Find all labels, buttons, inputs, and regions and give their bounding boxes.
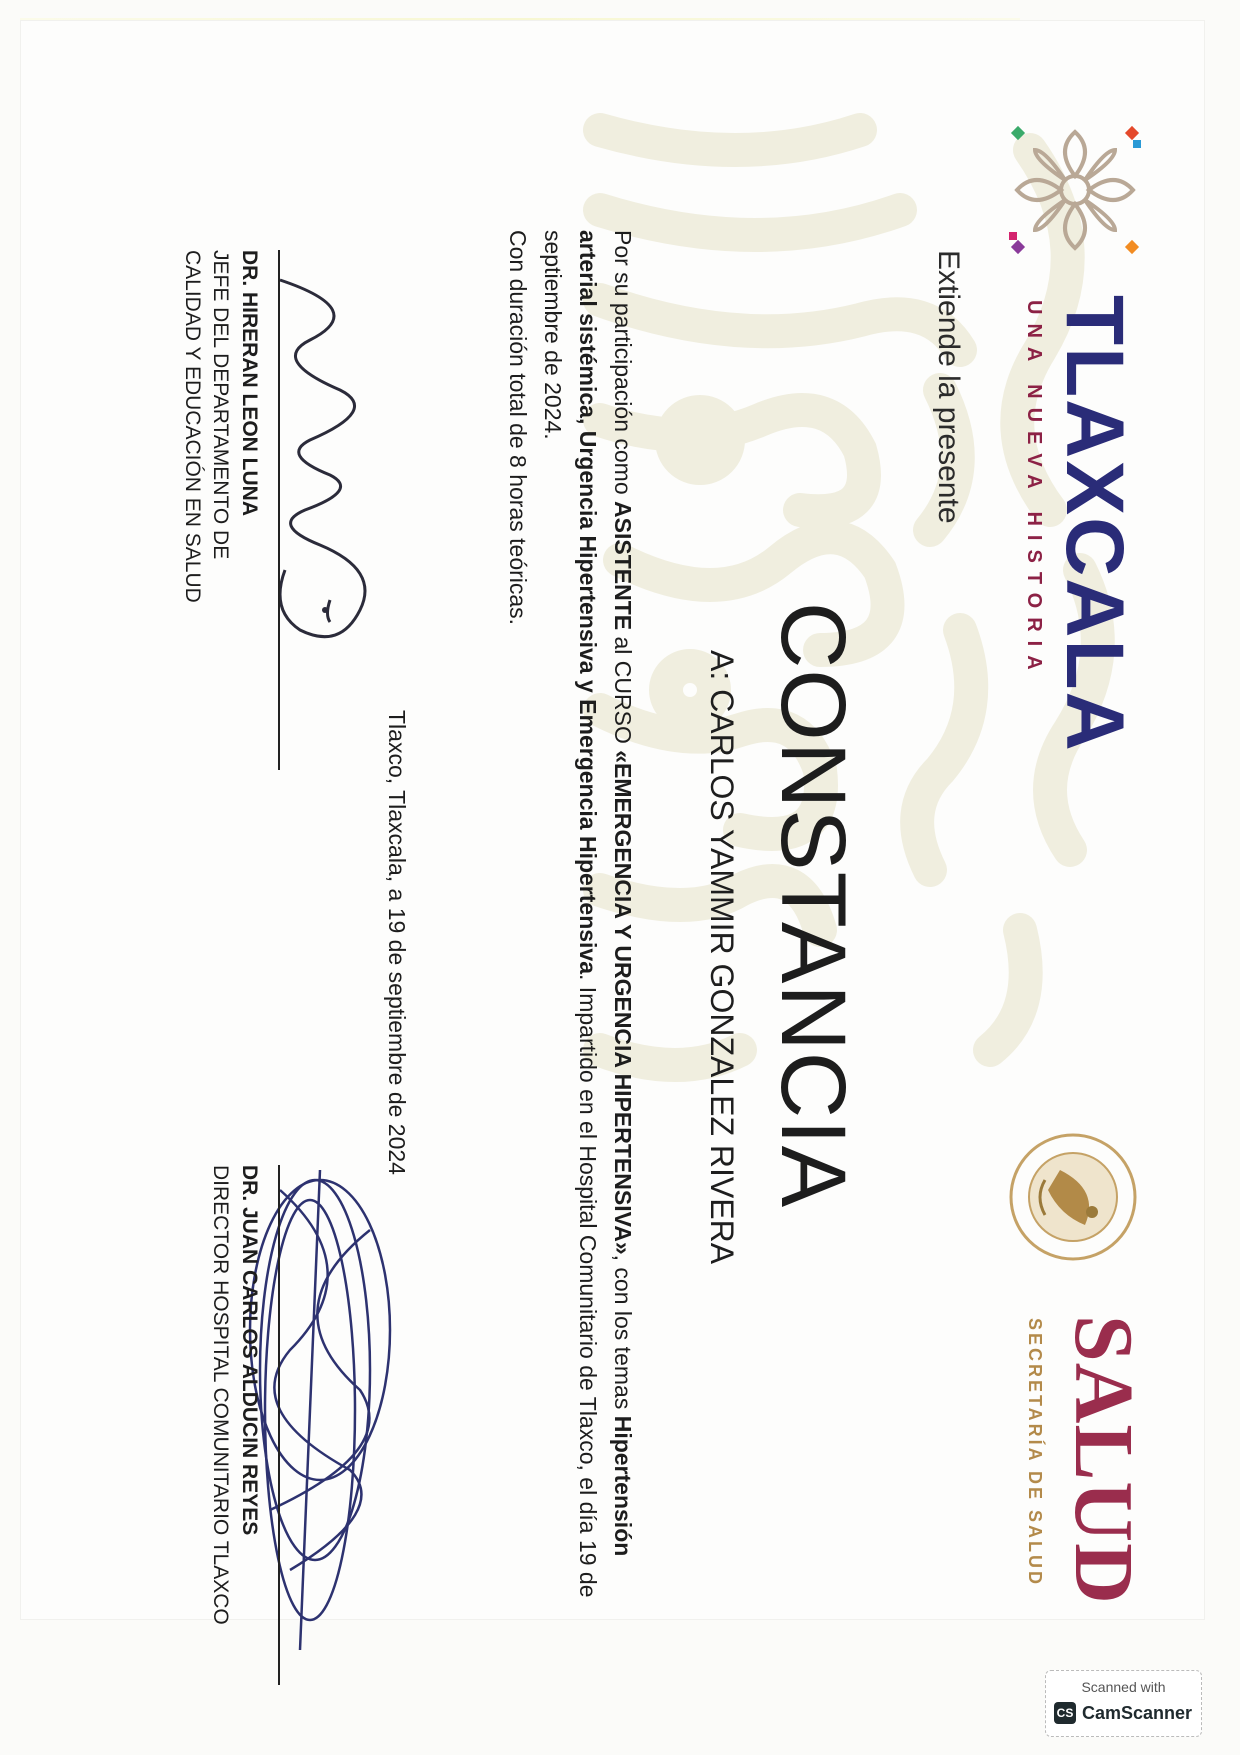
signatory-left-title-2: CALIDAD Y EDUCACIÓN EN SALUD	[181, 250, 204, 603]
tlaxcala-subtitle: UNA NUEVA HISTORIA	[1023, 300, 1045, 679]
body-text-3: , con los temas	[610, 1254, 636, 1416]
certificate-title: CONSTANCIA	[762, 601, 864, 1209]
body-text-2: al CURSO	[610, 630, 636, 751]
signatory-right-name: DR. JUAN CARLOS ALDUCIN REYES	[238, 1165, 261, 1536]
certificate	[30, 90, 1160, 1720]
salud-title: SALUD	[1057, 1315, 1150, 1605]
signature-block-left	[178, 250, 280, 770]
certificate-body	[500, 230, 640, 1630]
camscanner-watermark	[1045, 1670, 1202, 1737]
signature-block-right	[206, 1165, 280, 1685]
signatory-right-title-1: DIRECTOR HOSPITAL COMUNITARIO TLAXCO	[209, 1165, 232, 1625]
body-text-1: Por su participación como	[610, 230, 636, 502]
national-seal-icon	[1005, 1130, 1140, 1265]
camscanner-name: CamScanner	[1082, 1703, 1193, 1723]
place-date: Tlaxco, Tlaxcala, a 19 de septiembre de 2024	[384, 710, 410, 1175]
salud-subtitle: SECRETARÍA DE SALUD	[1025, 1318, 1045, 1588]
body-text-4: . Impartido en el Hospital Comunitario de Tlaxco, el día 19 de septiembre de 2024.	[540, 230, 601, 1598]
intro-text: Extiende la presente	[932, 250, 965, 524]
recipient-name: A: CARLOS YAMMIR GONZALEZ RIVERA	[704, 650, 740, 1265]
body-role: ASISTENTE	[610, 501, 636, 631]
duration-text: Con duración total de 8 horas teóricas.	[505, 230, 531, 626]
salud-logo	[1005, 1130, 1150, 1690]
signature-line-left	[278, 250, 280, 770]
camscanner-logo-icon: CS	[1054, 1702, 1076, 1724]
tlaxcala-title: TLAXCALA	[1049, 295, 1140, 753]
body-topics: Hipertensión arterial sistémica, Urgencia Hipertensiva y Emergencia Hipertensiva	[575, 230, 636, 1557]
tlaxcala-flower-icon	[1005, 120, 1145, 260]
tlaxcala-logo	[1005, 120, 1145, 820]
signatory-left-title-1: JEFE DEL DEPARTAMENTO DE	[209, 250, 232, 560]
body-course: «EMERGENCIA Y URGENCIA HIPERTENSIVA»	[610, 750, 636, 1255]
scanned-with-label: Scanned with	[1081, 1679, 1166, 1695]
signatory-left-name: DR. HIRERAN LEON LUNA	[238, 250, 261, 516]
signature-line-right	[278, 1165, 280, 1685]
